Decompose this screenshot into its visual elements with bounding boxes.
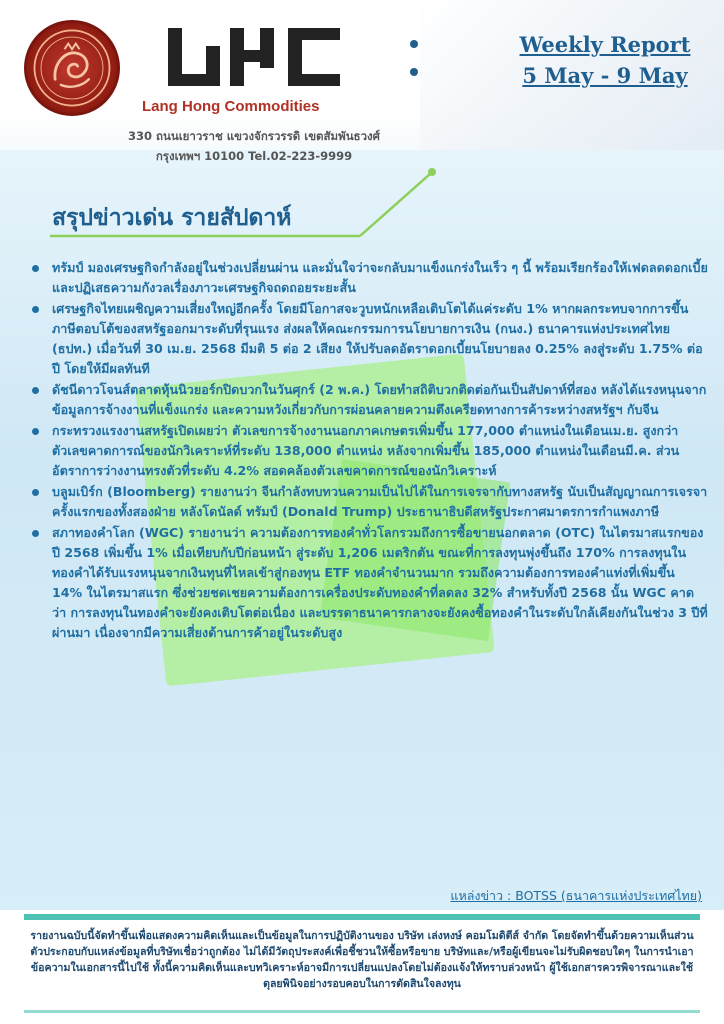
bullet-icon xyxy=(32,530,39,537)
bullet-icon xyxy=(32,265,39,272)
address-line: 330 ถนนเยาวราช แขวงจักรวรรดิ เขตสัมพันธวงศ์ xyxy=(128,129,380,143)
news-text: ดัชนีดาวโจนส์ตลาดหุ้นนิวยอร์กปิดบวกในวันศุกร์ (2 พ.ค.) โดยทำสถิติบวกติดต่อกันเป็นสัปดาห์ที่สอง หลังได้แรงหนุนจากข้อมูลการจ้างงานที่แข็งแกร่ง และความหวังเกี่ยวกับการผ่อนคลายความตึงเครียดทางการค้าระหว่างสหรัฐฯ กับจีน xyxy=(52,382,707,417)
page-title: สรุปข่าวเด่น รายสัปดาห์ xyxy=(52,205,292,231)
report-title: Weekly Report xyxy=(519,32,691,57)
news-text: สภาทองคำโลก (WGC) รายงานว่า ความต้องการทองคำทั่วโลกรวมถึงการซื้อขายนอกตลาด (OTC) ในไตรมาสแรกของปี 2568 เพิ่มขึ้น 1% เมื่อเทียบกับปีก่อนหน้า สู่ระดับ 1,206 เมตริกตัน ขณะที่การลงทุนพุ่งขึ้นถึง 170% การลงทุนในทองคำได้รับแรงหนุนจากเงินทุนที่ไหลเข้าสู่กองทุน ETF ทองคำจำนวนมาก รวมถึงความต้องการทองคำแท่งที่เพิ่มขึ้น 14% ในไตรมาสแรก ซึ่งช่วยชดเชยความต้องการเครื่องประดับทองคำที่ลดลง 32% สำหรับทั้งปี 2568 นั้น WGC คาดว่า การลงทุนในทองคำจะยังคงเติบโตต่อเนื่อง และบรรดาธนาคารกลางจะยังคงซื้อทองคำในระดับใกล้เคียงกันในช่วง 3 ปีที่ผ่านมา เนื่องจากมีความเสี่ยงด้านการค้าอยู่ในระดับสูง xyxy=(52,525,708,640)
company-seal-logo xyxy=(24,20,120,116)
decor-dot xyxy=(410,68,418,76)
lhc-logo xyxy=(168,28,348,88)
company-name: Lang Hong Commodities xyxy=(142,98,320,115)
report-date-range: 5 May - 9 May xyxy=(522,63,688,88)
news-item xyxy=(30,482,708,522)
bullet-icon xyxy=(32,306,39,313)
news-item xyxy=(30,299,708,379)
bullet-icon xyxy=(32,428,39,435)
news-text: เศรษฐกิจไทยเผชิญความเสี่ยงใหญ่อีกครั้ง โดยมีโอกาสจะวูบหนักเหลือเติบโตได้แค่ระดับ 1% หากผลกระทบจากการขึ้นภาษีตอบโต้ของสหรัฐออกมาระดับที่รุนแรง ส่งผลให้คณะกรรมการนโยบายการเงิน (กนง.) ธนาคารแห่งประเทศไทย (ธปท.) เมื่อวันที่ 30 เม.ย. 2568 มีมติ 5 ต่อ 2 เสียง ให้ปรับลดอัตราดอกเบี้ยนโยบายลง 0.25% ลงสู่ระดับ 1.75% ต่อปี โดยให้มีผลทันที xyxy=(52,301,703,376)
bullet-icon xyxy=(32,387,39,394)
dragon-seal-icon xyxy=(27,23,117,113)
news-source-link[interactable]: แหล่งข่าว : BOTSS (ธนาคารแห่งประเทศไทย) xyxy=(450,888,702,903)
news-text: บลูมเบิร์ก (Bloomberg) รายงานว่า จีนกำลังทบทวนความเป็นไปได้ในการเจรจากับทางสหรัฐ นับเป็นสัญญาณการเจรจาครั้งแรกของทั้งสองฝ่าย หลังโดนัลด์ ทรัมป์ (Donald Trump) ประธานาธิบดีสหรัฐประกาศมาตรการกำแพงภาษี xyxy=(52,484,708,519)
news-item xyxy=(30,380,708,420)
news-text: ทรัมป์ มองเศรษฐกิจกำลังอยู่ในช่วงเปลี่ยนผ่าน และมั่นใจว่าจะกลับมาแข็งแกร่งในเร็ว ๆ นี้ พร้อมเรียกร้องให้เฟดลดดอกเบี้ย และปฏิเสธความกังวลเรื่องภาวะเศรษฐกิจถดถอยระยะสั้น xyxy=(52,260,708,295)
news-item xyxy=(30,421,708,481)
news-list xyxy=(30,258,708,644)
bottom-divider xyxy=(24,1010,700,1013)
news-item xyxy=(30,523,708,643)
decor-dot xyxy=(410,40,418,48)
disclaimer-text: รายงานฉบับนี้จัดทำขึ้นเพื่อแสดงความคิดเห็นและเป็นข้อมูลในการปฏิบัติงานของ บริษัท เล่งหงษ์ คอมโมดิตีส์ จำกัด โดยจัดทำขึ้นด้วยความเห็นส่วนตัวประกอบกับแหล่งข้อมูลที่บริษัทเชื่อว่าถูกต้อง ไม่ได้มีวัตถุประสงค์เพื่อชี้ชวนให้ซื้อหรือขาย บริษัทและ/หรือผู้เขียนจะไม่รับผิดชอบใดๆ ในการนำเอาข้อความในเอกสารนี้ไปใช้ ทั้งนี้ความคิดเห็นและบทวิเคราะห์อาจมีการเปลี่ยนแปลงโดยไม่ต้องแจ้งให้ทราบล่วงหน้า ผู้ใช้เอกสารควรพิจารณาและใช้ดุลยพินิจอย่างรอบคอบในการตัดสินใจลงทุน xyxy=(30,930,694,990)
address-line: กรุงเทพฯ 10100 Tel.02-223-9999 xyxy=(155,149,353,163)
news-item xyxy=(30,258,708,298)
divider xyxy=(24,914,700,920)
report-period xyxy=(500,32,710,88)
lhc-logo-icon xyxy=(168,28,348,88)
bullet-icon xyxy=(32,489,39,496)
news-text: กระทรวงแรงงานสหรัฐเปิดเผยว่า ตัวเลขการจ้างงานนอกภาคเกษตรเพิ่มขึ้น 177,000 ตำแหน่งในเดือนเม.ย. สูงกว่าตัวเลขคาดการณ์ของนักวิเคราะห์ที่ระดับ 138,000 ตำแหน่ง หลังจากเพิ่มขึ้น 185,000 ตำแหน่งในเดือนมี.ค. ส่วนอัตราการว่างงานทรงตัวที่ระดับ 4.2% สอดคล้องตัวเลขคาดการณ์ของนักวิเคราะห์ xyxy=(52,423,680,478)
